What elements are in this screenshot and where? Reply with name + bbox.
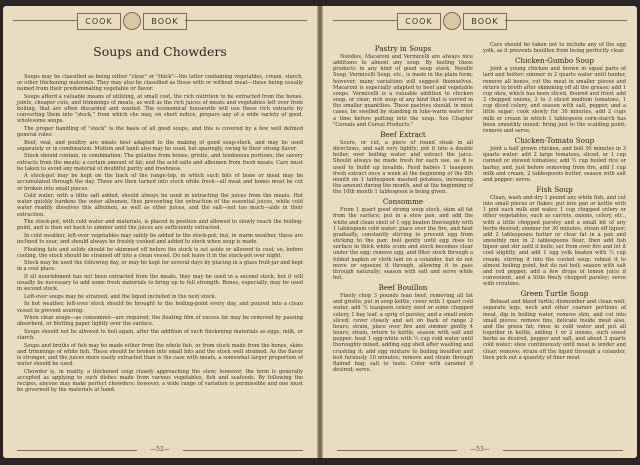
header-label-book: BOOK	[143, 13, 187, 30]
paragraph: From 1 quart good strong soup stock, skim all fat from the surface; put in a stew pan, and add the white and clean shell of 1 egg beaten thoroughly with 1 tablespoon cold water; place over the fire, and heat gradually, constantly stirring to prevent egg from sticking to the pan; boil gently until egg rises to surface in thick white scum and stock becomes clear under the egg; remove egg, and filter stock through a folded napkin or cloth laid on a colander, but do not move or squeeze it through, allowing it to pass through naturally; season with salt and serve while hot.	[333, 207, 473, 281]
header-label-book: BOOK	[463, 13, 507, 30]
header-label-cook: COOK	[77, 13, 121, 30]
paragraph: The proper handling of "stock" is the basis of all good soups, and this is covered by a few well defined general rules:	[17, 126, 303, 139]
paragraph: Joint a half grown chicken, and boil 30 minutes in 3 quarts water; add 2 large tomatoes, sliced, or 1 cup canned or stewed tomatoes; add ½ cup boiled rice or barley, and, just before removing from fire, add 1 cup milk and cream, 2 tablespoons butter, season with salt and pepper; serve.	[483, 146, 626, 183]
paragraph: Care should be taken not to include any of the egg yolk, as it prevents bouillon from being perfectly clear.	[483, 42, 626, 55]
recipe-heading: Fish Soup	[536, 184, 573, 194]
left-page	[3, 6, 317, 458]
paragraph: In hot weather, left-over stock should be brought to the boiling-point every day, and poured into a clean vessel to prevent souring.	[17, 301, 303, 314]
paragraph: Floating fats and solids should be skimmed off before the stock is set aside or allowed to cool; so, before cooling, the stock should be strained off into a clean vessel. Do not leave it in the stock-pot over night.	[17, 246, 303, 259]
paragraph: When clear soups—as consommé—are required, the floating film of excess fat may be removed by passing absorbent, or blotting paper lightly over the surface.	[17, 315, 303, 328]
recipe-heading: Beef Bouillon	[378, 283, 428, 293]
recipe-heading: Green Turtle Soup	[520, 289, 589, 299]
paragraph: Left-over soups may be strained, and the liquid included in the next stock.	[24, 293, 217, 300]
paragraph: Soups and broths of fish may be made either from the whole fish, or from stock made from the bones, skins and trimmings of white fish. These should be broken into small bits and the stock well strained. As the flavor is stronger, and the juices more easily extracted than is the case with meats, a somewhat larger proportion of water should be used.	[17, 342, 303, 367]
header-emblem-icon	[123, 12, 141, 30]
paragraph: Behead and bleed turtle; dismember and clean well; separate legs, neck and other coarser portions of meat, dip in boiling water, remove skin, and cut into small pieces; remove fins, delicate inside meat also, and the green fat; rinse in cold water and put all together in kettle, adding 1 or 2 onions, such sweet herbs as desired, pepper and salt, and about 3 quarts cold water; stew continuously until meat is tender and clear; remove; strain off the liquid through a colander, then pick out a quantity of finer meat	[483, 299, 626, 361]
paragraph: Clean, wash and dry 1 pound any white fish, and cut into small pieces or flakes; put into pan or kettle with 1 pint each milk and water, 1 cup chopped celery or other vegetables, such as carrots, onions, celery, etc., with a little chopped parsley and a small bit of any herbs desired; simmer for 30 minutes, strain off liquor; add 2 tablespoons butter or clear fat in a pan and smoothly mix in 2 tablespoons flour, then add fish liquor and stir until it boils; set from over fire and let it cool slightly, and add 1 egg yolk beaten with ½ cup cream, stirring it into the cooled soup; reheat it to almost boiling point, but do not boil; season with salt and red pepper, add a few drops of lemon juice if convenient, and a little finely chopped parsley; serve with croutons.	[483, 194, 626, 288]
right-text-column-2	[483, 42, 626, 362]
paragraph: Stock should contain, in combination: The gelatine from bones, gristle, and tendonous portions; the savory extracts from the meats; a certain amount of fat; and the acid salts and albumen from fresh meats. Care must be taken to avoid any material of doubtful purity and freshness.	[17, 153, 303, 172]
paragraph: Finely chop 3 pounds lean beef, removing all fat and gristle; put in soup kettle, cover with 1 quart cold water, add ½ teaspoon celery seed or some chopped celery, 1 bay leaf, a sprig of parsley, and a small onion sliced; cover closely and set on back of range 2 hours; strain, place over fire and simmer gently 4 hours; strain, return to kettle, season with salt and pepper; beat 1 egg-white with ½ cup cold water until thoroughly mixed, adding egg shell after washing and crushing it; add egg mixture to boiling bouillon and boil furiously 10 minutes; remove and strain through flannel bag; salt to taste. Color with caramel if desired; serve.	[333, 293, 473, 374]
recipe-heading: Beef Extract	[380, 129, 426, 139]
recipe-heading: Pastry in Soups	[374, 44, 432, 53]
paragraph: If all nourishment has not been extracted from the meats, they may be used in a second stock, but it will usually be necessary to add some fresh materials to bring up to full strength. Bones, especially, may be used in second stock.	[17, 273, 303, 293]
page-title: Soups and Chowders	[93, 44, 227, 59]
paragraph: Soups should not be allowed to boil again, after the addition of such thickening materials as eggs, milk, or starch.	[17, 328, 303, 341]
paragraph: Stock may be used the following day, or may be kept for several days by placing in a glass fruit-jar and kept in a cool place.	[17, 260, 303, 273]
paragraph: Cold water, with a little salt added, should always be used in extracting the juices from the meats. Hot water quickly hardens the outer albumen, thus preventing the extraction of the essential juices, while cold water readily dissolves this albumen, as well as other juices, and the salt—not too much—aids in their extraction.	[17, 193, 303, 218]
paragraph: Soups may be classified as being either "clear" or "thick"—the latter containing vegetables, cream, starch, or other thickening materials. They may also be classified as those with or without meat—these being usually named from their predominating vegetable or flavor.	[17, 74, 303, 93]
recipe-heading: Chicken-Gumbo Soup	[515, 56, 594, 66]
paragraph: Chowder is, in reality, a thickened soup closely approaching the stew; however, the term is generally accepted as applying to such dishes made from various vegetables, fish and seafoods. By following the recipes, anyone may make perfect chowders; however, a wide range of variation is permissible and one must be governed by the materials at hand.	[17, 368, 303, 393]
page-number: —52—	[150, 446, 170, 453]
recipe-heading: Chicken-Tomato Soup	[514, 136, 595, 146]
left-text-column	[17, 74, 303, 395]
page-footer	[17, 446, 303, 454]
page-header	[333, 12, 627, 30]
paragraph: Soups afford a valuable means of utilizing, at small cost, the rich nutrition to be extracted from the bones, joints, cheaper cuts, and trimmings of meats, as well as the rich juices of meats and vegetables left over from boiling, that are often discarded and wasted. The economical housewife will use these rich extracts by converting them into "stock," from which she may, on short notice, prepare any of a wide variety of good, wholesome soups.	[17, 93, 303, 125]
paragraph: Score, or cut, a piece of round steak in all directions, and salt very lightly; put it into a double boiler, over boiling water, and extract the juice. Should always be made fresh for each use, as it is used to build up invalids. Feed babies 1 teaspoon fresh extract once a week at the beginning of the 8th month on 1 tablespoon mashed potatoes, increasing the amount during the month, and at the beginning of the 10th month 1 tablespoon is being given.	[333, 139, 473, 196]
paragraph: A stock-pot may be kept on the back of the range-top, in which such bits of bone or meat may be accumulated through the day. These are then turned into stock while fresh—all meat and bones must be cut or broken into small pieces.	[17, 173, 303, 192]
paragraph: Joint a young chicken and brown in equal parts of lard and butter; simmer in 2 quarts water until tender, remove all bones, cut the meat in smaller pieces and return to broth after skimming off all the grease; add 1 cup okra, which has been sliced, floured and fried; add 2 chopped onions, 2 to 3 sliced medium tomatoes, 1 cup diced celery, and season with salt, pepper, and a little sugar; cook slowly for 30 minutes, add 2 cups milk or cream in which 1 tablespoon corn-starch has been smoothly mixed; bring just to the scalding point; remove and serve.	[483, 66, 626, 134]
header-emblem-icon	[443, 12, 461, 30]
paragraph: Beef, veal, and poultry are meats best adapted to the making of good soup-stock, and may be used separately or in combination. Mutton and lamb also may be used, but sparingly, owing to their strong flavor.	[17, 139, 303, 152]
paragraph: The stock-pot, with cold water and materials, is placed in position and allowed to slowly reach the boiling-point, and is then set back to simmer until the juices are sufficiently extracted.	[17, 219, 303, 232]
paragraph: Noodles, Macaroni and Vermicelli are always nice additions to almost any soup. By boiling these products in any kind of good soup stock, Noodle Soup, Vermicelli Soup, etc., is made in the plain form; however, many variations will suggest themselves. Macaroni is especially adapted to beef and vegetable soups. Vermicelli is a valuable addition to chicken soup, or clear, rich soup of any kind that is served in the smaller quantities. These pastries should, in most cases, be swelled by standing in luke-warm water for a time before putting into the soup. See Chapter "Cereals and Cereal Products."	[333, 54, 473, 128]
page-number: —53—	[470, 446, 490, 453]
page-header	[13, 12, 307, 30]
right-page	[323, 6, 637, 458]
page-footer	[337, 446, 623, 454]
header-label-cook: COOK	[397, 13, 441, 30]
right-text-column-1	[333, 42, 473, 375]
recipe-heading: Consomme	[382, 197, 424, 207]
paragraph: In cold weather, left-over vegetables may safely be added to the stock-pot; but, in warm weather, these are inclined to sour, and should always be freshly cooked and added to stock when soup is made.	[17, 232, 303, 246]
